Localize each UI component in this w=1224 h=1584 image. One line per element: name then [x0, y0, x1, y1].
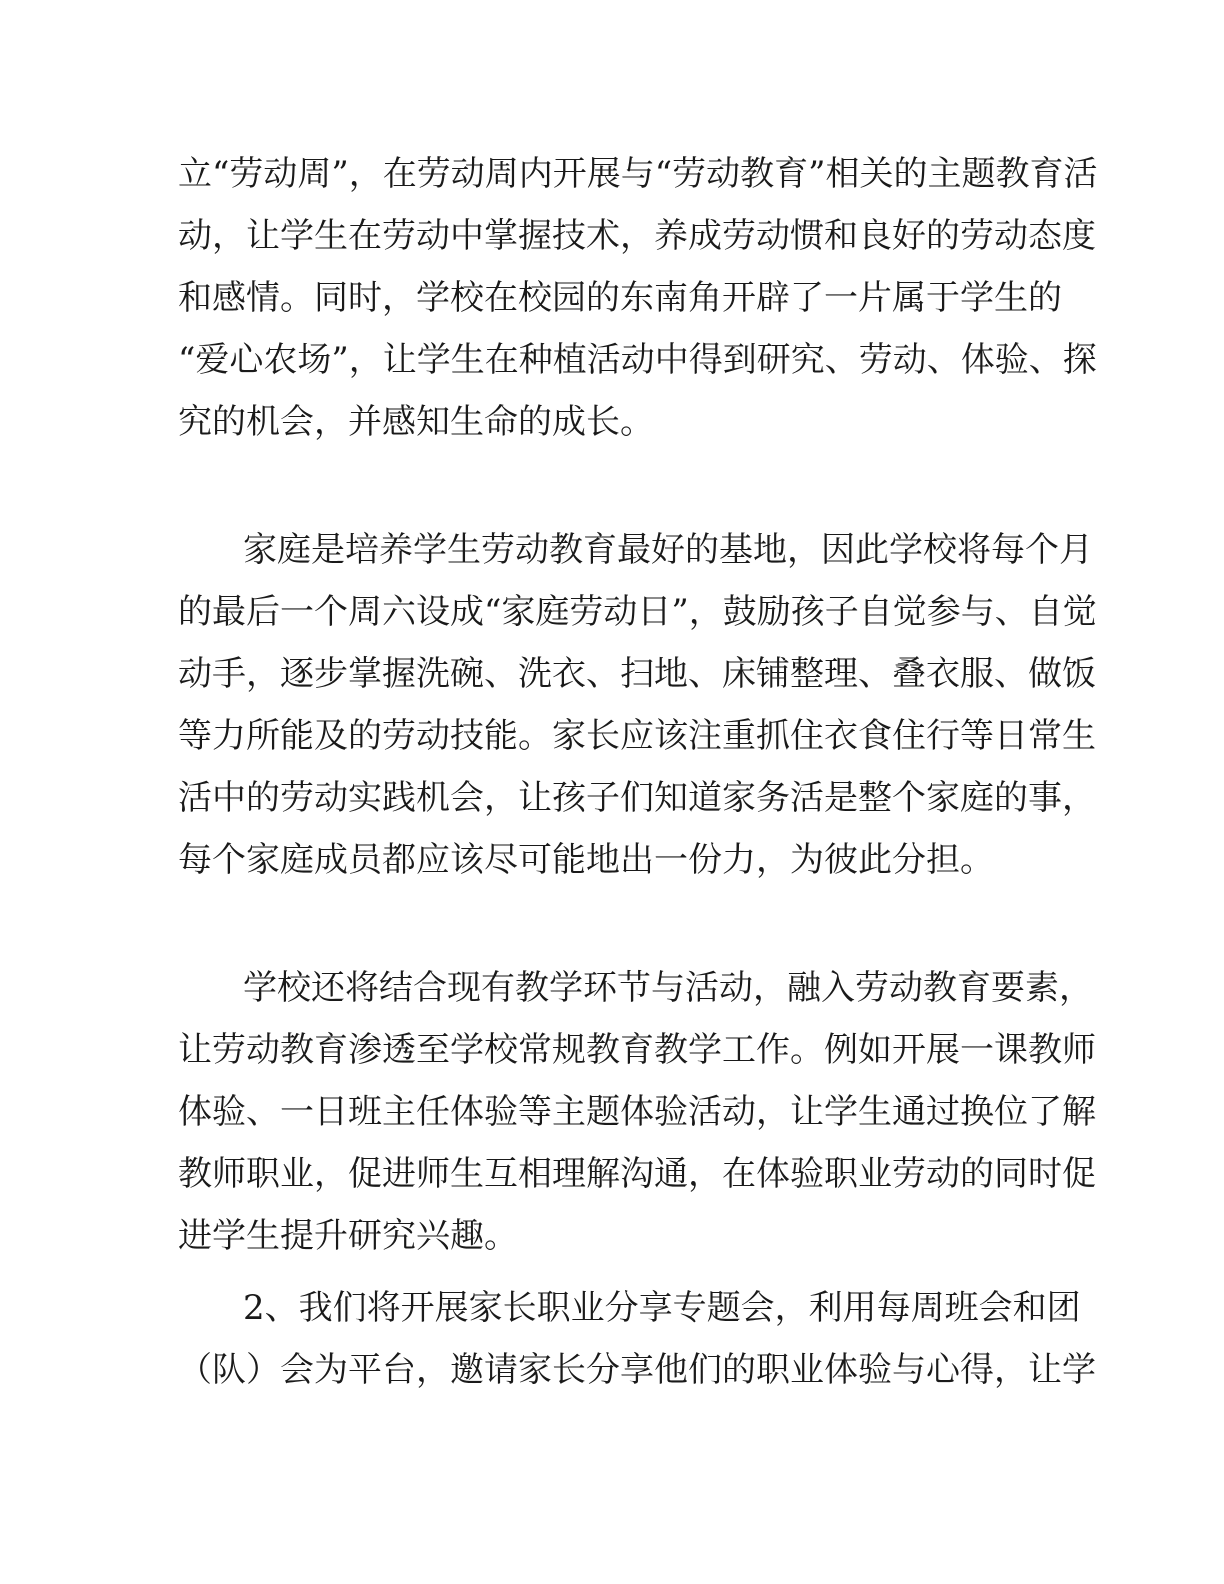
paragraph-4-line-1: 2、我们将开展家长职业分享专题会，利用每周班会和团	[243, 1288, 1081, 1328]
paragraph-3-line-2: 让劳动教育渗透至学校常规教育教学工作。例如开展一课教师	[178, 1030, 1096, 1070]
paragraph-2-line-3: 动手，逐步掌握洗碗、洗衣、扫地、床铺整理、叠衣服、做饭	[178, 654, 1096, 694]
paragraph-2-line-1: 家庭是培养学生劳动教育最好的基地，因此学校将每个月	[243, 530, 1093, 570]
paragraph-1-line-1: 立“劳动周”，在劳动周内开展与“劳动教育”相关的主题教育活	[178, 154, 1098, 194]
paragraph-2-line-2: 的最后一个周六设成“家庭劳动日”，鼓励孩子自觉参与、自觉	[178, 592, 1097, 632]
paragraph-3-line-1: 学校还将结合现有教学环节与活动，融入劳动教育要素，	[243, 968, 1093, 1008]
paragraph-2-line-4: 等力所能及的劳动技能。家长应该注重抓住衣食住行等日常生	[178, 716, 1096, 756]
paragraph-2-line-6: 每个家庭成员都应该尽可能地出一份力，为彼此分担。	[178, 840, 994, 880]
paragraph-1-line-3: 和感情。同时，学校在校园的东南角开辟了一片属于学生的	[178, 278, 1062, 318]
paragraph-1-line-5: 究的机会，并感知生命的成长。	[178, 402, 654, 442]
paragraph-3-line-4: 教师职业，促进师生互相理解沟通，在体验职业劳动的同时促	[178, 1154, 1096, 1194]
paragraph-2-line-5: 活中的劳动实践机会，让孩子们知道家务活是整个家庭的事，	[178, 778, 1096, 818]
paragraph-4-line-2: （队）会为平台，邀请家长分享他们的职业体验与心得，让学	[178, 1350, 1096, 1390]
paragraph-1-line-4: “爱心农场”，让学生在种植活动中得到研究、劳动、体验、探	[178, 340, 1097, 380]
paragraph-3-line-5: 进学生提升研究兴趣。	[178, 1216, 518, 1256]
paragraph-1-line-2: 动，让学生在劳动中掌握技术，养成劳动惯和良好的劳动态度	[178, 216, 1096, 256]
paragraph-3-line-3: 体验、一日班主任体验等主题体验活动，让学生通过换位了解	[178, 1092, 1096, 1132]
